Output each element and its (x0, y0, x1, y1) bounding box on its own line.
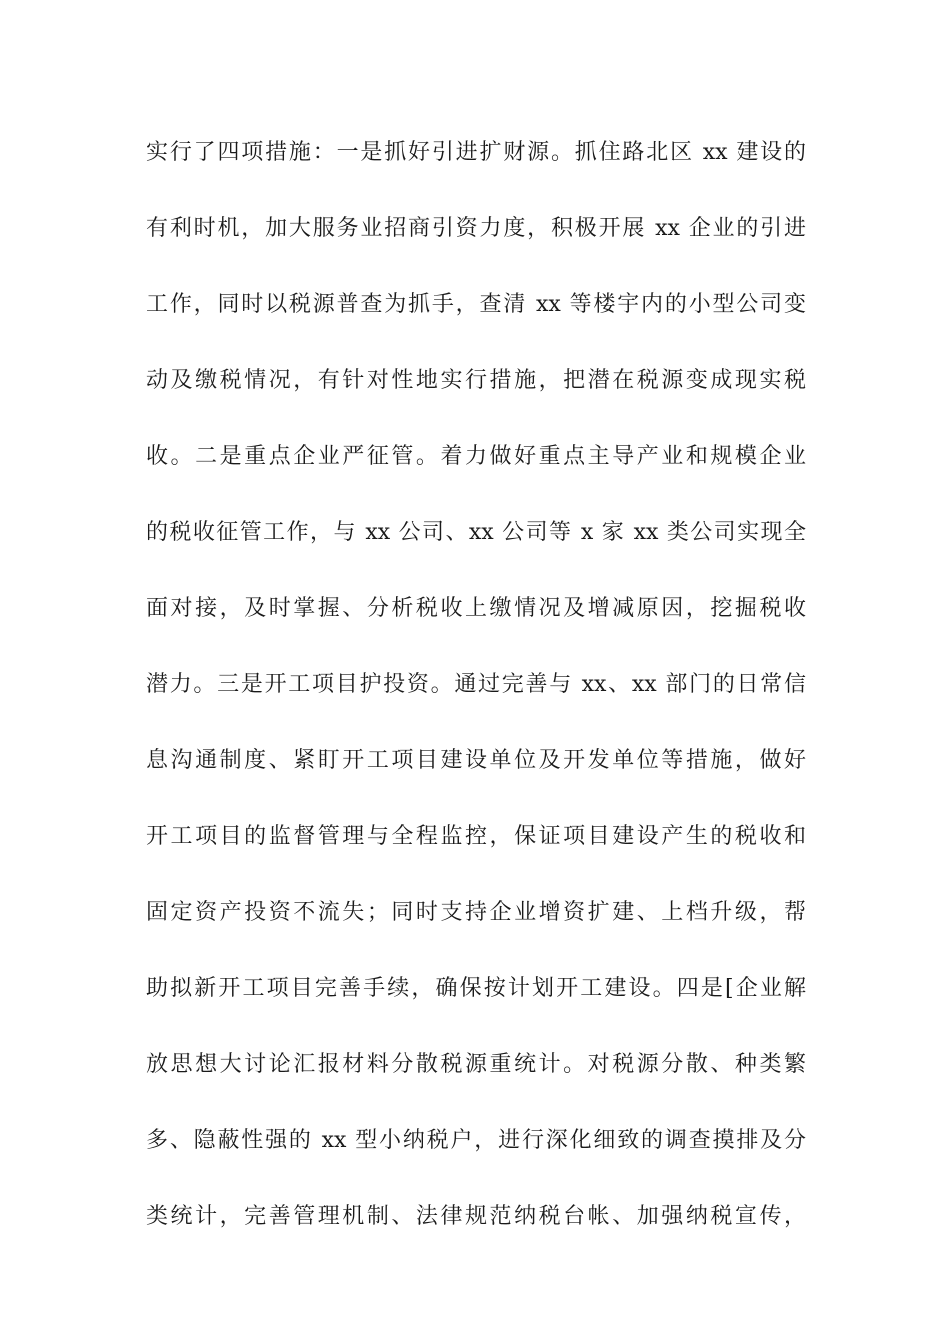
document-paragraph (146, 135, 806, 1275)
text-line: 助拟新开工项目完善手续，确保按计划开工建设。四是[企业解 (146, 976, 806, 1001)
text-line: 动及缴税情况，有针对性地实行措施，把潜在税源变成现实税 (146, 368, 806, 393)
text-line: 面对接，及时掌握、分析税收上缴情况及增减原因，挖掘税收 (146, 596, 806, 621)
text-line: 的税收征管工作，与 xx 公司、xx 公司等 x 家 xx 类公司实现全 (146, 520, 806, 545)
text-line: 潜力。三是开工项目护投资。通过完善与 xx、xx 部门的日常信 (146, 672, 806, 697)
text-line: 多、隐蔽性强的 xx 型小纳税户，进行深化细致的调查摸排及分 (146, 1128, 806, 1153)
text-line: 实行了四项措施：一是抓好引进扩财源。抓住路北区 xx 建设的 (146, 140, 806, 165)
text-line: 放思想大讨论汇报材料分散税源重统计。对税源分散、种类繁 (146, 1052, 806, 1077)
text-line: 固定资产投资不流失；同时支持企业增资扩建、上档升级，帮 (146, 900, 806, 925)
text-line: 工作，同时以税源普查为抓手，查清 xx 等楼宇内的小型公司变 (146, 292, 806, 317)
text-line: 收。二是重点企业严征管。着力做好重点主导产业和规模企业 (146, 444, 806, 469)
text-line: 类统计，完善管理机制、法律规范纳税台帐、加强纳税宣传， (146, 1204, 806, 1229)
text-line: 息沟通制度、紧盯开工项目建设单位及开发单位等措施，做好 (146, 748, 806, 773)
text-line: 开工项目的监督管理与全程监控，保证项目建设产生的税收和 (146, 824, 806, 849)
text-line: 有利时机，加大服务业招商引资力度，积极开展 xx 企业的引进 (146, 216, 806, 241)
